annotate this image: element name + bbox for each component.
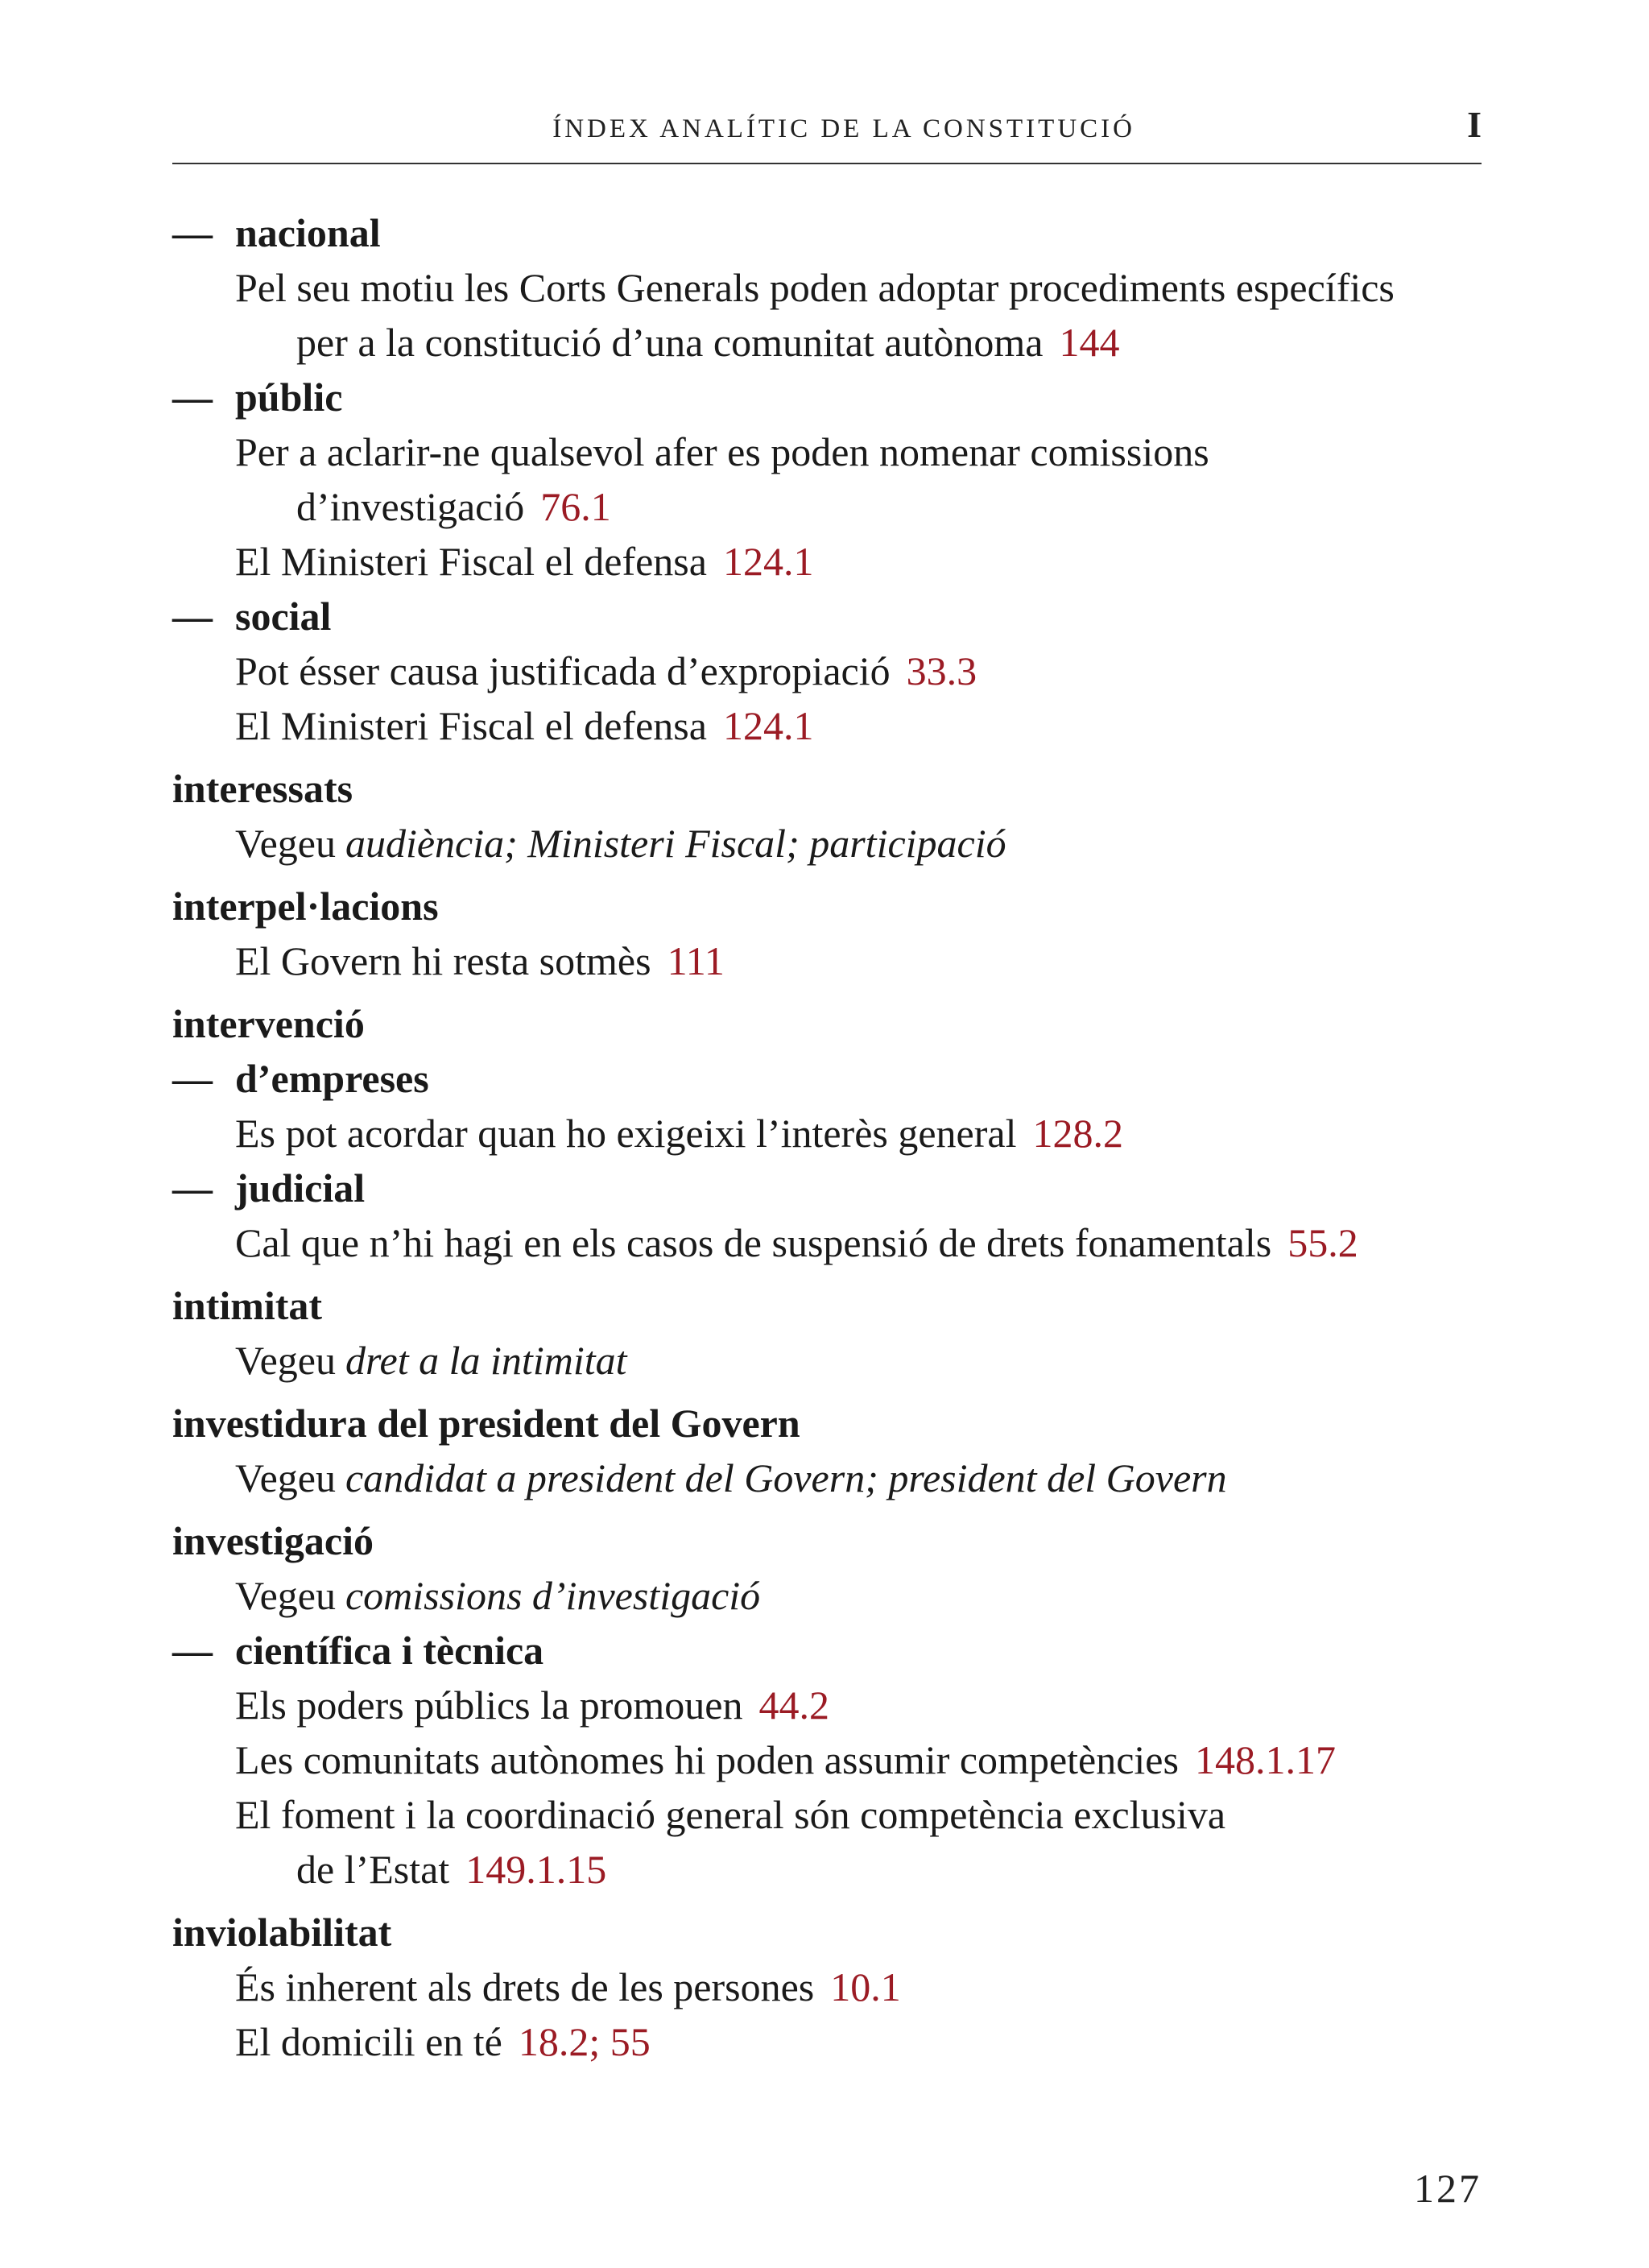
article-reference: 149.1.15: [465, 1847, 607, 1892]
see-targets: audiència; Ministeri Fiscal; participació: [345, 821, 1006, 866]
see-reference: [172, 1568, 1493, 1623]
page-number: 127: [1414, 2166, 1482, 2211]
index-term: investigació: [172, 1518, 374, 1563]
article-reference: 33.3: [906, 648, 977, 693]
article-reference: 55.2: [1287, 1220, 1358, 1265]
description-text: El Govern hi resta sotmès: [235, 938, 651, 983]
subterm-label: nacional: [235, 210, 381, 255]
em-dash: —: [172, 375, 213, 420]
header-title: ÍNDEX ANALÍTIC DE LA CONSTITUCIÓ: [552, 114, 1135, 143]
index-description: [172, 1732, 1493, 1787]
description-text: Pot ésser causa justificada d’expropiació: [235, 648, 891, 693]
index-description: [172, 2014, 1493, 2069]
index-subterm: [172, 1161, 1493, 1215]
index-description: [172, 644, 1493, 698]
index-description: [172, 933, 1493, 988]
article-reference: 18.2; 55: [518, 2019, 651, 2064]
index-subterm: [172, 205, 1493, 260]
article-reference: 124.1: [722, 703, 814, 748]
index-term: interpel·lacions: [172, 884, 439, 929]
index-subterm: [172, 1623, 1493, 1678]
description-continuation: [235, 479, 1493, 534]
subterm-label: científica i tècnica: [235, 1628, 544, 1673]
index-description: [172, 698, 1493, 753]
description-text: El Ministeri Fiscal el defensa: [235, 539, 707, 584]
index-term: inviolabilitat: [172, 1910, 392, 1955]
index-term: interessats: [172, 766, 353, 811]
index-description: [172, 424, 1493, 534]
subterm-label: públic: [235, 375, 343, 420]
article-reference: 111: [667, 938, 725, 983]
article-reference: 10.1: [830, 1964, 901, 2009]
em-dash: —: [172, 210, 213, 255]
subterm-label: social: [235, 594, 332, 639]
see-reference: [172, 1451, 1493, 1505]
description-continuation: [235, 315, 1493, 370]
see-targets: dret a la intimitat: [345, 1338, 627, 1383]
subterm-label: judicial: [235, 1165, 366, 1211]
article-reference: 44.2: [758, 1682, 829, 1728]
article-reference: 76.1: [540, 484, 611, 529]
index-content: [172, 205, 1493, 2069]
see-reference: [172, 816, 1493, 871]
description-text: El Ministeri Fiscal el defensa: [235, 703, 707, 748]
em-dash: —: [172, 1628, 213, 1673]
index-subterm: [172, 589, 1493, 644]
description-text: El domicili en té: [235, 2019, 502, 2064]
article-reference: 124.1: [722, 539, 814, 584]
article-reference: 128.2: [1032, 1111, 1123, 1156]
description-text: Pel seu motiu les Corts Generals poden adoptar procediments específics: [235, 265, 1395, 310]
running-header: [172, 106, 1482, 164]
see-targets: comissions d’investigació: [345, 1573, 761, 1618]
see-prefix: Vegeu: [235, 821, 336, 866]
see-reference: [172, 1333, 1493, 1388]
description-text: És inherent als drets de les persones: [235, 1964, 815, 2009]
em-dash: —: [172, 1056, 213, 1101]
index-subterm: [172, 370, 1493, 424]
continuation-text: de l’Estat: [296, 1847, 450, 1892]
index-description: [172, 1960, 1493, 2014]
continuation-text: d’investigació: [296, 484, 525, 529]
see-targets: candidat a president del Govern; president del Govern: [345, 1455, 1227, 1500]
index-subterm: [172, 1051, 1493, 1106]
index-description: [172, 534, 1493, 589]
em-dash: —: [172, 594, 213, 639]
index-description: [172, 1678, 1493, 1732]
index-description: [172, 1787, 1493, 1897]
description-text: Les comunitats autònomes hi poden assumir competències: [235, 1737, 1179, 1782]
see-prefix: Vegeu: [235, 1573, 336, 1618]
index-description: [172, 1106, 1493, 1161]
index-term: investidura del president del Govern: [172, 1401, 800, 1446]
index-term: intimitat: [172, 1283, 323, 1328]
description-text: Els poders públics la promouen: [235, 1682, 743, 1728]
subterm-label: d’empreses: [235, 1056, 429, 1101]
article-reference: 144: [1059, 320, 1120, 365]
description-continuation: [235, 1842, 1493, 1897]
see-prefix: Vegeu: [235, 1338, 336, 1383]
index-description: [172, 1215, 1493, 1270]
description-text: El foment i la coordinació general són competència exclusiva: [235, 1792, 1226, 1837]
header-section-letter: I: [1467, 104, 1482, 145]
article-reference: 148.1.17: [1194, 1737, 1336, 1782]
description-text: Cal que n’hi hagi en els casos de suspensió de drets fonamentals: [235, 1220, 1272, 1265]
description-text: Per a aclarir-ne qualsevol afer es poden nomenar comissions: [235, 429, 1209, 474]
description-text: Es pot acordar quan ho exigeixi l’interès general: [235, 1111, 1017, 1156]
continuation-text: per a la constitució d’una comunitat autònoma: [296, 320, 1044, 365]
em-dash: —: [172, 1165, 213, 1211]
index-term: intervenció: [172, 1001, 365, 1046]
see-prefix: Vegeu: [235, 1455, 336, 1500]
index-description: [172, 260, 1493, 370]
